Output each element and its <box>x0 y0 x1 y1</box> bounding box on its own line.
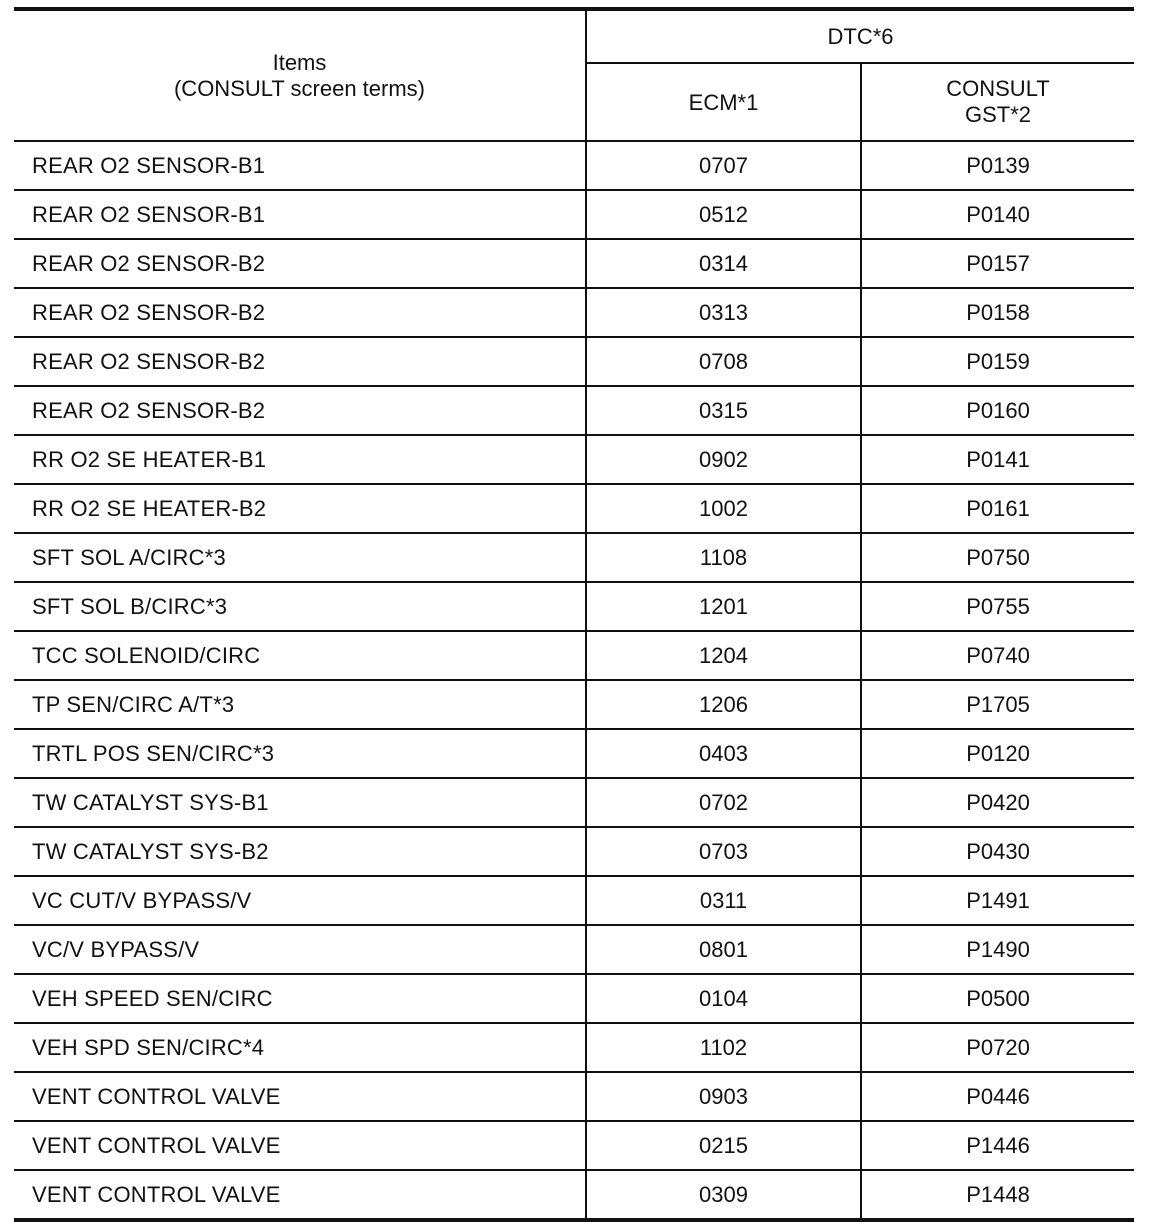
ecm-code-cell: 0903 <box>586 1072 861 1121</box>
consult-gst-code-cell: P0141 <box>861 435 1134 484</box>
consult-gst-code-cell: P0500 <box>861 974 1134 1023</box>
item-cell: REAR O2 SENSOR-B1 <box>14 141 586 190</box>
consult-gst-code-cell: P0159 <box>861 337 1134 386</box>
header-ecm: ECM*1 <box>586 63 861 141</box>
ecm-code-cell: 0315 <box>586 386 861 435</box>
dtc-table <box>14 7 1134 1222</box>
ecm-code-cell: 0902 <box>586 435 861 484</box>
table-row <box>14 1072 1134 1121</box>
item-cell: SFT SOL A/CIRC*3 <box>14 533 586 582</box>
ecm-code-cell: 1201 <box>586 582 861 631</box>
table-row <box>14 680 1134 729</box>
table-row <box>14 337 1134 386</box>
header-items-title: Items <box>272 49 327 75</box>
table-row <box>14 827 1134 876</box>
table-row <box>14 239 1134 288</box>
item-cell: VEH SPEED SEN/CIRC <box>14 974 586 1023</box>
item-cell: REAR O2 SENSOR-B2 <box>14 337 586 386</box>
table-row <box>14 974 1134 1023</box>
ecm-code-cell: 0801 <box>586 925 861 974</box>
document-page <box>14 7 1134 1222</box>
header-dtc: DTC*6 <box>586 9 1134 63</box>
table-row <box>14 729 1134 778</box>
consult-gst-code-cell: P0430 <box>861 827 1134 876</box>
consult-gst-code-cell: P0720 <box>861 1023 1134 1072</box>
ecm-code-cell: 0708 <box>586 337 861 386</box>
consult-gst-code-cell: P1491 <box>861 876 1134 925</box>
ecm-code-cell: 0403 <box>586 729 861 778</box>
item-cell: REAR O2 SENSOR-B1 <box>14 190 586 239</box>
table-row <box>14 925 1134 974</box>
consult-gst-code-cell: P0140 <box>861 190 1134 239</box>
table-row <box>14 1121 1134 1170</box>
consult-gst-code-cell: P0446 <box>861 1072 1134 1121</box>
consult-gst-code-cell: P0740 <box>861 631 1134 680</box>
item-cell: TP SEN/CIRC A/T*3 <box>14 680 586 729</box>
ecm-code-cell: 1206 <box>586 680 861 729</box>
ecm-code-cell: 0703 <box>586 827 861 876</box>
table-header <box>14 9 1134 141</box>
consult-gst-code-cell: P1446 <box>861 1121 1134 1170</box>
item-cell: TW CATALYST SYS-B1 <box>14 778 586 827</box>
table-row <box>14 533 1134 582</box>
ecm-code-cell: 1102 <box>586 1023 861 1072</box>
item-cell: VENT CONTROL VALVE <box>14 1170 586 1220</box>
item-cell: TCC SOLENOID/CIRC <box>14 631 586 680</box>
consult-gst-code-cell: P1705 <box>861 680 1134 729</box>
ecm-code-cell: 0707 <box>586 141 861 190</box>
header-consult-gst <box>861 63 1134 141</box>
ecm-code-cell: 0314 <box>586 239 861 288</box>
item-cell: TRTL POS SEN/CIRC*3 <box>14 729 586 778</box>
item-cell: REAR O2 SENSOR-B2 <box>14 288 586 337</box>
table-row <box>14 386 1134 435</box>
item-cell: RR O2 SE HEATER-B1 <box>14 435 586 484</box>
item-cell: VENT CONTROL VALVE <box>14 1072 586 1121</box>
consult-gst-code-cell: P0157 <box>861 239 1134 288</box>
consult-gst-code-cell: P0158 <box>861 288 1134 337</box>
consult-gst-code-cell: P1490 <box>861 925 1134 974</box>
table-row <box>14 778 1134 827</box>
ecm-code-cell: 0702 <box>586 778 861 827</box>
ecm-code-cell: 0512 <box>586 190 861 239</box>
consult-gst-code-cell: P0139 <box>861 141 1134 190</box>
item-cell: VEH SPD SEN/CIRC*4 <box>14 1023 586 1072</box>
item-cell: REAR O2 SENSOR-B2 <box>14 386 586 435</box>
ecm-code-cell: 1108 <box>586 533 861 582</box>
consult-gst-code-cell: P0161 <box>861 484 1134 533</box>
ecm-code-cell: 0311 <box>586 876 861 925</box>
table-row <box>14 435 1134 484</box>
item-cell: VC CUT/V BYPASS/V <box>14 876 586 925</box>
ecm-code-cell: 0104 <box>586 974 861 1023</box>
ecm-code-cell: 0309 <box>586 1170 861 1220</box>
item-cell: RR O2 SE HEATER-B2 <box>14 484 586 533</box>
table-body <box>14 141 1134 1220</box>
item-cell: VC/V BYPASS/V <box>14 925 586 974</box>
ecm-code-cell: 1002 <box>586 484 861 533</box>
item-cell: VENT CONTROL VALVE <box>14 1121 586 1170</box>
header-gst-label: GST*2 <box>964 102 1032 127</box>
table-row <box>14 484 1134 533</box>
table-row <box>14 141 1134 190</box>
item-cell: TW CATALYST SYS-B2 <box>14 827 586 876</box>
item-cell: SFT SOL B/CIRC*3 <box>14 582 586 631</box>
consult-gst-code-cell: P0120 <box>861 729 1134 778</box>
ecm-code-cell: 0215 <box>586 1121 861 1170</box>
header-items <box>14 9 586 141</box>
table-row <box>14 631 1134 680</box>
table-row <box>14 582 1134 631</box>
table-row <box>14 1170 1134 1220</box>
consult-gst-code-cell: P0755 <box>861 582 1134 631</box>
table-row <box>14 288 1134 337</box>
consult-gst-code-cell: P1448 <box>861 1170 1134 1220</box>
item-cell: REAR O2 SENSOR-B2 <box>14 239 586 288</box>
ecm-code-cell: 0313 <box>586 288 861 337</box>
table-row <box>14 1023 1134 1072</box>
table-row <box>14 876 1134 925</box>
ecm-code-cell: 1204 <box>586 631 861 680</box>
consult-gst-code-cell: P0420 <box>861 778 1134 827</box>
header-consult-label: CONSULT <box>946 76 1050 101</box>
consult-gst-code-cell: P0160 <box>861 386 1134 435</box>
consult-gst-code-cell: P0750 <box>861 533 1134 582</box>
header-items-subtitle: (CONSULT screen terms) <box>173 75 425 101</box>
table-row <box>14 190 1134 239</box>
